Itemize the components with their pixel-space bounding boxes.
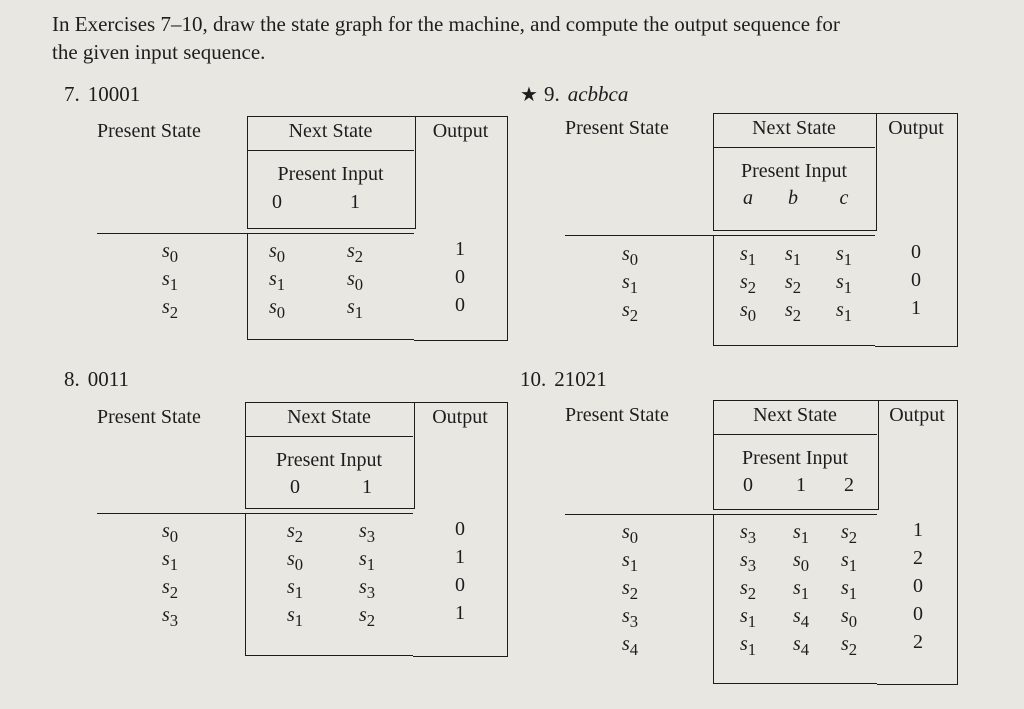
input-symbol: c: [839, 187, 849, 209]
next-state-cell: $s_1$: [286, 604, 304, 630]
next-state-cell: $s_2$: [840, 633, 858, 659]
next-state-cell: $s_3$: [358, 576, 376, 602]
table-rule: [565, 235, 875, 236]
next-state-cell: $s_0$: [739, 299, 757, 325]
table-bottom-rule: [245, 655, 413, 656]
present-state-header: Present State: [565, 404, 669, 426]
output-cell: 1: [913, 519, 923, 541]
exercise-number: 9.: [543, 82, 560, 106]
column-divider: [713, 235, 714, 345]
output-header: Output: [888, 117, 944, 139]
input-symbol: 1: [350, 191, 360, 213]
next-state-cell: $s_2$: [358, 604, 376, 630]
state-table-exercise-7: [97, 116, 509, 341]
next-state-cell: $s_0$: [268, 240, 286, 266]
next-state-cell: $s_1$: [286, 576, 304, 602]
column-divider: [247, 233, 248, 339]
next-state-cell: $s_2$: [784, 271, 802, 297]
next-state-cell: $s_2$: [286, 520, 304, 546]
output-header: Output: [889, 404, 945, 426]
present-state-cell: $s_0$: [621, 521, 639, 547]
present-input-header: Present Input: [277, 163, 384, 185]
next-state-cell: $s_2$: [784, 299, 802, 325]
output-cell: 0: [911, 241, 921, 263]
present-input-header: Present Input: [740, 160, 848, 182]
next-state-cell: $s_2$: [840, 521, 858, 547]
table-rule: [97, 233, 414, 234]
next-state-cell: $s_1$: [840, 549, 858, 575]
next-state-cell: $s_1$: [346, 296, 364, 322]
exercise-9-label: [520, 82, 628, 107]
output-cell: 1: [455, 238, 465, 260]
output-cell: 0: [455, 266, 465, 288]
present-input-header: Present Input: [741, 447, 849, 469]
next-state-cell: $s_4$: [792, 633, 810, 659]
column-divider: [713, 514, 714, 683]
next-state-cell: $s_3$: [739, 521, 757, 547]
table-bottom-rule: [247, 339, 414, 340]
next-state-cell: $s_1$: [268, 268, 286, 294]
state-table-exercise-9: [565, 113, 959, 347]
present-state-header: Present State: [97, 406, 201, 428]
input-symbol: b: [788, 187, 798, 209]
next-state-cell: $s_3$: [358, 520, 376, 546]
present-state-cell: $s_2$: [161, 576, 179, 602]
exercise-number: 7.: [64, 82, 80, 106]
output-cell: 0: [911, 269, 921, 291]
next-state-cell: $s_1$: [784, 243, 802, 269]
exercise-instructions: [52, 10, 972, 66]
output-cell: 0: [455, 518, 465, 540]
table-rule: [565, 514, 877, 515]
present-input-header: Present Input: [275, 449, 383, 471]
exercise-7-label: [64, 82, 140, 107]
present-state-cell: $s_0$: [161, 240, 179, 266]
next-state-cell: $s_1$: [739, 605, 757, 631]
output-cell: 2: [913, 631, 923, 653]
present-state-cell: $s_2$: [621, 299, 639, 325]
next-state-cell: $s_1$: [358, 548, 376, 574]
next-state-header: Next State: [753, 404, 837, 426]
next-state-cell: $s_0$: [286, 548, 304, 574]
exercise-8-label: [64, 367, 129, 392]
next-state-cell: $s_0$: [346, 268, 364, 294]
table-bottom-rule: [713, 345, 875, 346]
output-cell: 0: [455, 574, 465, 596]
next-state-header: Next State: [752, 117, 836, 139]
next-state-cell: $s_1$: [739, 633, 757, 659]
next-state-cell: $s_3$: [739, 549, 757, 575]
present-state-cell: $s_0$: [621, 243, 639, 269]
next-state-cell: $s_0$: [840, 605, 858, 631]
present-state-cell: $s_2$: [621, 577, 639, 603]
output-cell: 0: [913, 603, 923, 625]
output-cell: 2: [913, 547, 923, 569]
header-divider: [713, 147, 875, 148]
table-rule: [97, 513, 413, 514]
present-state-cell: $s_1$: [161, 268, 179, 294]
input-sequence: acbbca: [567, 82, 629, 106]
star-icon: ★: [520, 84, 538, 106]
table-bottom-rule: [713, 683, 877, 684]
header-divider: [245, 436, 413, 437]
present-state-cell: $s_0$: [161, 520, 179, 546]
instructions-line-2: the given input sequence.: [52, 40, 266, 64]
present-state-header: Present State: [97, 120, 201, 142]
output-cell: 1: [455, 602, 465, 624]
instructions-line-1: In Exercises 7–10, draw the state graph for the machine, and compute the output sequence for: [52, 12, 840, 36]
input-sequence: 0011: [87, 367, 129, 391]
exercise-10-label: [520, 367, 607, 392]
header-divider: [247, 150, 414, 151]
input-symbol: 1: [796, 474, 806, 496]
present-state-cell: $s_3$: [161, 604, 179, 630]
exercise-number: 8.: [64, 367, 80, 391]
next-state-cell: $s_2$: [739, 271, 757, 297]
next-state-cell: $s_0$: [792, 549, 810, 575]
output-cell: 0: [455, 294, 465, 316]
next-state-cell: $s_1$: [792, 521, 810, 547]
next-state-header: Next State: [288, 120, 373, 142]
next-state-cell: $s_4$: [792, 605, 810, 631]
present-state-cell: $s_2$: [161, 296, 179, 322]
next-state-cell: $s_1$: [840, 577, 858, 603]
next-state-cell: $s_1$: [792, 577, 810, 603]
next-state-cell: $s_2$: [739, 577, 757, 603]
present-state-cell: $s_1$: [621, 271, 639, 297]
output-cell: 1: [911, 297, 921, 319]
present-state-cell: $s_4$: [621, 633, 639, 659]
input-symbol: 1: [362, 476, 372, 498]
state-table-exercise-8: [97, 402, 509, 657]
present-state-header: Present State: [565, 117, 669, 139]
input-sequence: 10001: [87, 82, 141, 106]
next-state-cell: $s_0$: [268, 296, 286, 322]
next-state-cell: $s_1$: [835, 299, 853, 325]
next-state-header: Next State: [287, 406, 371, 428]
next-state-cell: $s_1$: [835, 271, 853, 297]
input-symbol: 0: [272, 191, 282, 213]
input-symbol: 0: [743, 474, 753, 496]
output-header: Output: [432, 406, 488, 428]
input-symbol: 0: [290, 476, 300, 498]
output-header: Output: [432, 120, 489, 142]
state-table-exercise-10: [565, 400, 959, 685]
input-symbol: a: [743, 187, 753, 209]
input-symbol: 2: [844, 474, 854, 496]
present-state-cell: $s_3$: [621, 605, 639, 631]
output-cell: 0: [913, 575, 923, 597]
next-state-cell: $s_1$: [739, 243, 757, 269]
header-divider: [713, 434, 877, 435]
input-sequence: 21021: [554, 367, 607, 391]
present-state-cell: $s_1$: [161, 548, 179, 574]
exercise-number: 10.: [520, 367, 547, 391]
next-state-cell: $s_1$: [835, 243, 853, 269]
present-state-cell: $s_1$: [621, 549, 639, 575]
next-state-cell: $s_2$: [346, 240, 364, 266]
output-cell: 1: [455, 546, 465, 568]
column-divider: [245, 513, 246, 655]
